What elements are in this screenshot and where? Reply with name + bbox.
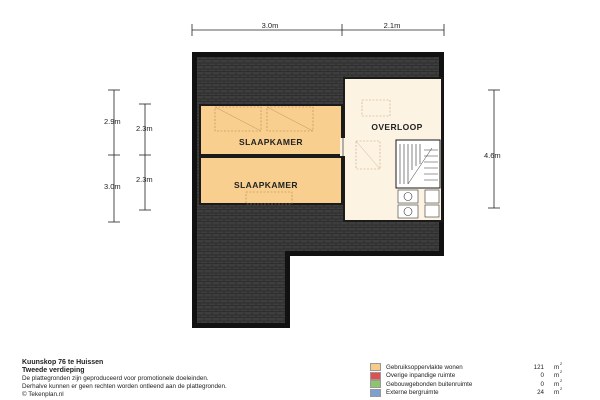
legend-label: Overige inpandige ruimte <box>386 372 456 380</box>
legend-value: 0 <box>540 380 544 388</box>
dimension-right <box>484 90 501 208</box>
legend-value: 121 <box>533 363 544 371</box>
dim-left-inner-upper: 2.3m <box>136 124 153 133</box>
dim-top-left: 3.0m <box>261 21 279 30</box>
legend-row-wonen <box>370 360 580 372</box>
room-label-slaapkamer-2: SLAAPKAMER <box>234 180 298 190</box>
footer-address: Kuunskop 76 te Huissen <box>22 359 104 366</box>
dim-left-outer-lower: 3.0m <box>104 182 121 191</box>
doors <box>340 138 346 156</box>
staircase <box>396 140 440 188</box>
bedroom-2 <box>200 157 342 204</box>
legend-label: Externe bergruimte <box>386 389 439 397</box>
legend-swatch-buitenruimte <box>370 380 381 388</box>
legend-unit: m 2 <box>554 360 563 371</box>
dim-left-outer-upper: 2.9m <box>104 117 121 126</box>
footer-copyright: © Tekenplan.nl <box>22 391 64 398</box>
bedroom-1 <box>200 105 342 155</box>
legend-value: 24 <box>537 389 544 397</box>
footer-disclaimer-1: De plattegronden zijn geproduceerd voor promotionele doeleinden. <box>22 375 209 382</box>
room-label-slaapkamer-1: SLAAPKAMER <box>239 137 303 147</box>
legend-row-buitenruimte <box>370 377 580 389</box>
legend-row-bergruimte <box>370 386 580 398</box>
dim-right: 4.6m <box>484 151 501 160</box>
legend-row-overige <box>370 369 580 381</box>
dim-top-right: 2.1m <box>383 21 401 30</box>
legend-label: Gebruiksoppervlakte wonen <box>386 363 463 371</box>
dimension-top <box>192 21 444 36</box>
legend-swatch-wonen <box>370 363 381 371</box>
legend-unit: m 2 <box>554 386 563 397</box>
room-label-overloop: OVERLOOP <box>371 122 423 132</box>
footer <box>22 359 227 399</box>
legend-unit: m 2 <box>554 369 563 380</box>
area-legend <box>370 360 580 397</box>
legend-unit: m 2 <box>554 377 563 388</box>
legend-swatch-bergruimte <box>370 389 381 397</box>
dimension-left <box>104 90 153 222</box>
legend-swatch-overige <box>370 372 381 380</box>
footer-disclaimer-2: Derhalve kunnen er geen rechten worden ontleend aan de plattegronden. <box>22 383 227 390</box>
legend-value: 0 <box>540 372 544 380</box>
legend-label: Gebouwgebonden buitenruimte <box>386 380 473 388</box>
footer-floor: Tweede verdieping <box>22 367 85 374</box>
dim-left-inner-lower: 2.3m <box>136 175 153 184</box>
